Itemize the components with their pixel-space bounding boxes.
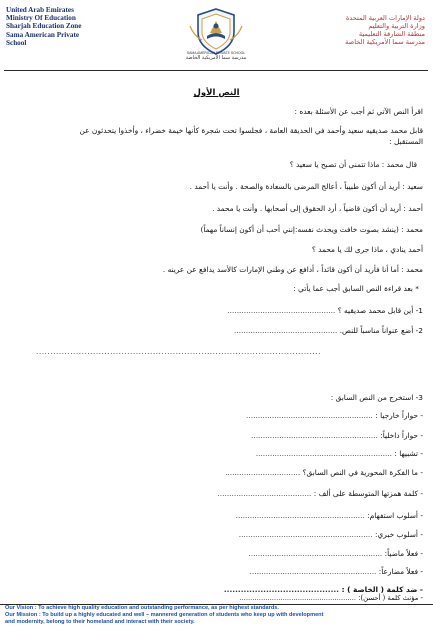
extract-item [7,468,423,477]
extract-item-label: - فعلاً مضارعاً: [378,567,423,576]
passage-line: محمد : (ينشد بصوت خافت ويحدث نفسه:إنني أحب أن أكون إنساناً مهماً) [200,225,423,234]
answer-line[interactable]: ...................................................... [249,567,377,576]
passage-line: قابل محمد صديقيه سعيد وأحمد في الحديقة العامة ، فجلسوا تحت شجرة كأنها خيمة خضراء ، وأخذوا يتحدثون عن [79,126,423,135]
logo-caption-en: SAMA AMERICAN PRIVATE SCHOOL [186,51,246,55]
instruction: اقرأ النص الآتي ثم أجب عن الأسئلة بعده : [294,107,423,116]
extract-item-label: - أسلوب خبري: [375,530,423,539]
passage-line: سعيد : أريد أن أكون طبيباً ، أعالج المرضى بالسعادة والصحة . وأنت يا أحمد . [189,182,423,191]
header-en-line: Sama American Private [6,30,80,39]
header-ar-line: منطقة الشارقة التعليمية [358,30,425,38]
extract-item-label: - ما الفكرة المحورية في النص السابق؟ [302,468,423,477]
passage-line: المستقبل : [389,137,423,146]
question-2-text: 2- أضع عنواناً مناسباً للنص. [339,326,423,335]
answer-line[interactable]: ................................ [225,468,301,477]
question-2 [7,326,423,335]
logo-caption-ar: مدرسة سما الأمريكية الخاصة [185,55,247,61]
passage-line: أحمد : أريد أن أكون قاضياً ، أرد الحقوق إلى أصحابها . وأنت يا محمد . [212,204,423,213]
header-en-line: School [6,38,27,47]
extract-item-label: - أسلوب استفهام: [367,511,423,520]
question-1 [7,306,423,315]
answer-line[interactable]: ...................................................... [251,431,378,440]
answer-line[interactable]: ......................................... [223,585,339,594]
extract-item [7,585,423,594]
extract-item [7,411,423,420]
header-ar-line: وزارة التربية والتعليم [368,22,425,30]
extract-item [7,594,423,603]
extract-item [7,549,423,558]
mission-statement-cont: and modernity, belong to their homeland and interact with their society. [5,619,195,625]
footer [0,604,433,637]
extract-item [7,567,423,576]
extract-item [7,511,423,520]
school-header-arabic [275,14,425,46]
answer-line[interactable]: ......................................................... [248,549,383,558]
header-ar-line: دولة الإمارات العربية المتحدة [345,14,425,22]
text-title: النص الأول [193,88,240,98]
header-en-line: Ministry Of Education [6,14,76,23]
answer-line[interactable]: ........................................ [217,489,312,498]
answer-line[interactable]: .......................................................... [255,449,393,458]
passage-line: محمد : أما أنا فأريد أن أكون قائداً ، أدافع عن وطني الإمارات كالأسد يدافع عن عرينه . [162,265,423,274]
extract-item [7,431,423,440]
header-divider [4,70,428,71]
answer-line[interactable]: ......................................................... [238,530,373,539]
extract-item-label: - حواراً خارجيا : [375,411,423,420]
answer-line[interactable]: ...................................................... [246,411,373,420]
extract-item-label: - ضد كلمة ( الخاصة ) : [341,585,423,594]
extract-item-label: - حواراً داخلياً: [380,431,423,440]
vision-statement: Our Vision : To achieve high quality education and outstanding performance, as per highest standards. [5,605,279,611]
answer-line[interactable]: ...................................................... [239,594,357,602]
answer-line[interactable]: .............................................. [227,306,336,315]
header-en-line: United Arab Emirates [6,6,74,14]
answer-line[interactable]: ............................................ [233,326,338,335]
extract-item-label: - كلمة همزتها المتوسطة على ألف : [313,489,423,498]
school-header-english [6,6,156,47]
extract-item [7,449,423,458]
extract-item [7,530,423,539]
answer-line[interactable]: ....................................................... [235,511,365,520]
questions-intro: * بعد قراءة النص السابق أجب عما يأتي : [293,284,419,293]
extract-item-label: - فعلاً ماضياً: [384,549,423,558]
mission-statement: Our Mission : To build up a highly educated and well – mannered generation of students who keep up with development [5,612,324,618]
passage-line: قال محمد : ماذا تتمنى أن تصبح يا سعيد ؟ [289,160,417,169]
header-en-line: Sharjah Education Zone [6,22,82,31]
header-ar-line: مدرسة سما الأمريكية الخاصة [345,38,425,46]
question-3: 3- استخرج من النص السابق : [330,393,423,402]
answer-line[interactable]: .................................................................................................... [36,347,321,356]
extract-item-label: - مؤنث كلمة ( أحسن): [358,594,423,602]
extract-item [7,489,423,498]
question-1-text: 1- أين قابل محمد صديقيه ؟ [337,306,423,315]
extract-item-label: - تشبيها : [394,449,423,458]
passage-line: أحمد ينادي ، ماذا جرى لك يا محمد ؟ [311,245,423,254]
